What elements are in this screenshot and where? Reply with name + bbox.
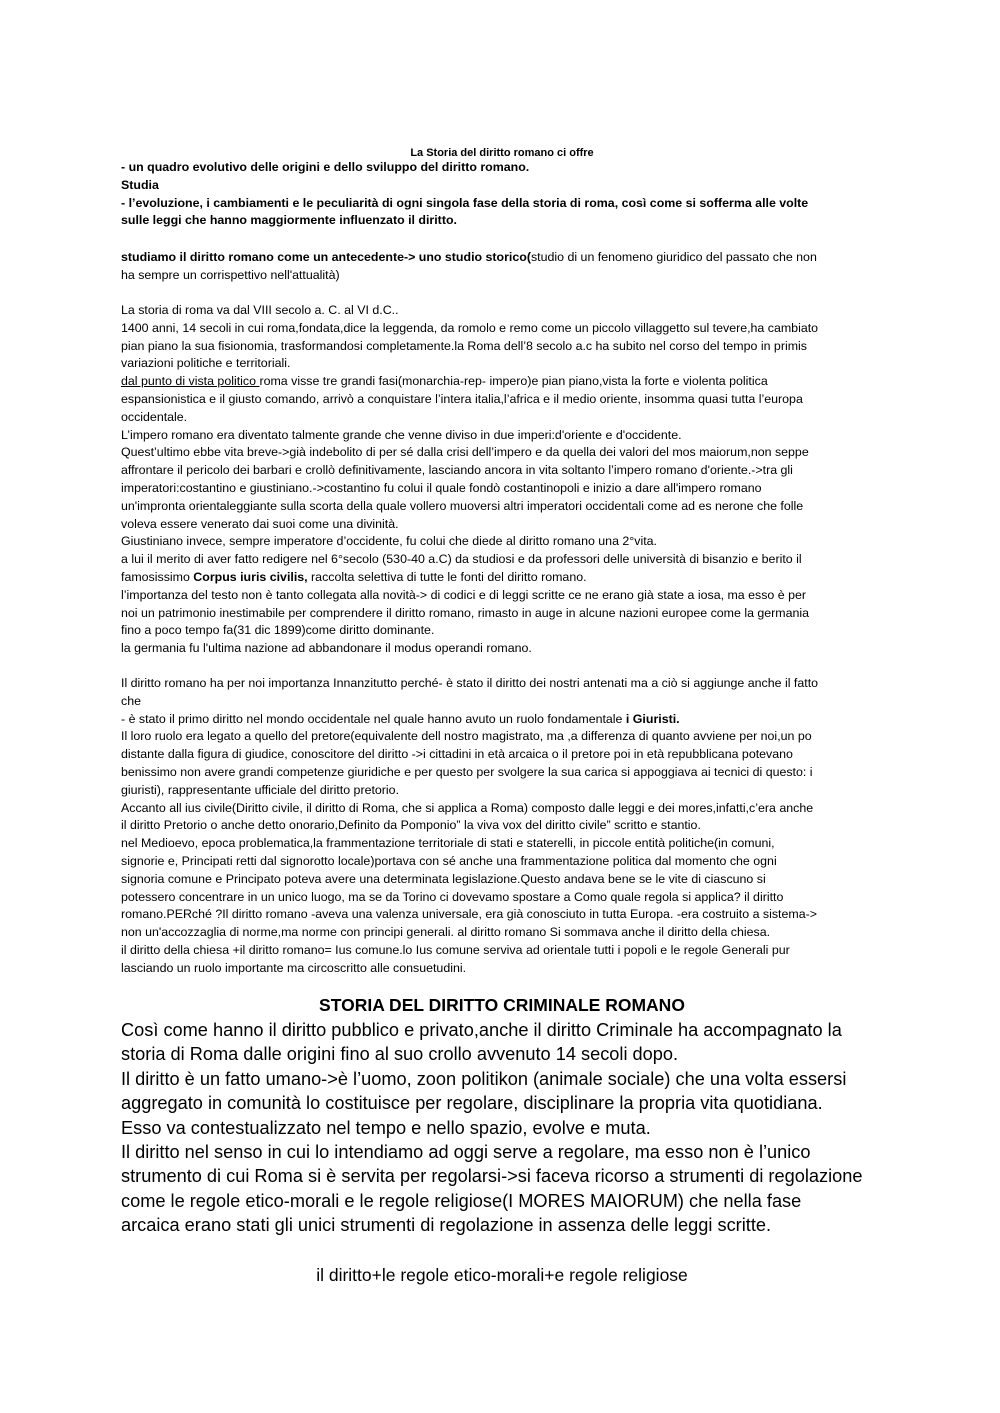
text-line: Il diritto romano ha per noi importanza Innanzitutto perché- è stato il diritto dei nostri antenati ma a ciò si aggiunge anche il fatto: [121, 676, 819, 690]
text-line: storia di Roma dalle origini fino al suo crollo avvenuto 14 secoli dopo.: [121, 1044, 679, 1065]
bold-text: Corpus iuris civilis,: [193, 569, 308, 584]
text-line: imperatori:costantino e giustiniano.->costantino fu colui il quale fondò costantinopoli e inizio a dare all'impero romano: [121, 480, 762, 495]
text-line: benissimo non avere grandi competenze giuridiche e per questo per svolgere la sua carica si appoggiava ai tecnici di questo: i: [121, 764, 813, 779]
text-line: sulle leggi che hanno maggiormente influenzato il diritto.: [121, 213, 457, 228]
text-line: [121, 373, 883, 391]
section-heading: STORIA DEL DIRITTO CRIMINALE ROMANO: [319, 995, 685, 1015]
text-line: l’importanza del testo non è tanto collegata alla novità-> di codici e di leggi scritte ce ne erano già state a iosa, ma esso è per: [121, 587, 806, 602]
text-line: potessero concentrare in un unico luogo, ma se da Torino ci dovevamo spostare a Como quale regola si applica? il diritto: [121, 889, 784, 904]
text-line: che: [121, 693, 141, 708]
intro-block: [121, 159, 883, 230]
text-span: - è stato il primo diritto nel mondo occidentale nel quale hanno avuto un ruolo fondamentale: [121, 711, 626, 726]
text-line: voleva essere venerato dai suoi come una divinità.: [121, 516, 399, 531]
text-line: signorie e, Principati retti dal signorotto locale)portava con sé anche una frammentazione politica dal momento che ogni: [121, 853, 777, 868]
criminale-paragraph: [121, 1018, 891, 1238]
text-line: pian piano la sua fisionomia, trasformandosi completamente.la Roma dell’8 secolo a.c ha subito nel corso del tempo in primis: [121, 338, 807, 353]
text-line: Quest’ultimo ebbe vita breve->già indebolito di per sé dalla crisi dell’impero e da quella dei valori del mos maiorum,non seppe: [121, 445, 809, 460]
formula-line: il diritto+le regole etico-morali+e regole religiose: [316, 1265, 688, 1285]
text-span: studio di un fenomeno giuridico del passato che non: [530, 250, 817, 264]
text-line: fino a poco tempo fa(31 dic 1899)come diritto dominante.: [121, 623, 435, 638]
text-line: arcaica erano stati gli unici strumenti di regolazione in assenza delle leggi scritte.: [121, 1215, 772, 1236]
text-line: Accanto all ius civile(Diritto civile, il diritto di Roma, che si applica a Roma) composto dalle leggi e dei mores,infatti,c’era anche: [121, 800, 814, 815]
text-line: 1400 anni, 14 secoli in cui roma,fondata,dice la leggenda, da romolo e remo come un piccolo villaggetto sul tevere,ha cambiato: [121, 320, 819, 335]
document-title: La Storia del diritto romano ci offre: [410, 147, 594, 159]
storia-paragraph: [121, 302, 883, 658]
text-span: famosissimo: [121, 569, 194, 584]
text-line: affrontare il pericolo dei barbari e crollò definitivamente, lasciando ancora in vita soltanto l’impero romano d'oriente.->tra gli: [121, 463, 793, 478]
text-line: la germania fu l'ultima nazione ad abbandonare il modus operandi romano.: [121, 641, 532, 656]
text-line: espansionistica e il giusto comando, arrivò a conquistare l’intera italia,l’africa e il medio oriente, insomma quasi tutta l’europa: [121, 391, 803, 406]
text-line: noi un patrimonio inestimabile per comprendere il diritto romano, rimasto in auge in alcune nazioni europee come la germania: [121, 605, 810, 620]
text-line: il diritto Pretorio o anche detto onorario,Definito da Pomponio” la viva vox del diritto civile” scritto e stantio.: [121, 818, 701, 833]
text-line: [121, 249, 883, 267]
studio-paragraph: [121, 249, 883, 285]
text-line: [121, 711, 883, 729]
text-span: roma visse tre grandi fasi(monarchia-rep- impero)e pian piano,vista la forte e violenta politica: [259, 374, 768, 389]
text-line: [121, 569, 883, 587]
text-line: il diritto della chiesa +il diritto romano= Ius comune.lo Ius comune serviva ad orientale tutti i popoli e le regole Generali pur: [121, 942, 790, 957]
text-line: - l’evoluzione, i cambiamenti e le peculiarità di ogni singola fase della storia di roma, così come si sofferma alle volte: [121, 195, 809, 210]
text-line: occidentale.: [121, 409, 188, 424]
text-line: Esso va contestualizzato nel tempo e nello spazio, evolve e muta.: [121, 1117, 651, 1138]
text-line: nel Medioevo, epoca problematica,la frammentazione territoriale di stati e staterelli, in piccole entità politiche(in comuni,: [121, 836, 775, 851]
text-line: aggregato in comunità lo costituisce per regolare, disciplinare la propria vita quotidiana.: [121, 1093, 823, 1114]
importanza-paragraph: [121, 675, 883, 978]
text-line: a lui il merito di aver fatto redigere nel 6°secolo (530-40 a.C) da studiosi e da professori delle università di bisanzio e berito il: [121, 552, 802, 567]
text-line: variazioni politiche e territoriali.: [121, 356, 291, 371]
text-line: L’impero romano era diventato talmente grande che venne diviso in due imperi:d'oriente e d'occidente.: [121, 427, 682, 442]
text-line: giuristi), rappresentante ufficiale del diritto pretorio.: [121, 782, 400, 797]
text-line: Studia: [121, 177, 159, 192]
text-span: raccolta selettiva di tutte le fonti del diritto romano.: [307, 569, 587, 584]
text-line: signoria comune e Principato poteva avere una determinata legislazione.Questo andava bene se le vite di ciascuno si: [121, 871, 766, 886]
bold-text: i Giuristi.: [625, 711, 680, 726]
text-line: strumento di cui Roma si è servita per regolarsi->si faceva ricorso a strumenti di regolazione: [121, 1166, 863, 1187]
text-line: Il diritto nel senso in cui lo intendiamo ad oggi serve a regolare, ma esso non è l’unico: [121, 1141, 811, 1162]
text-line: ha sempre un corrispettivo nell'attualità): [121, 267, 340, 282]
text-line: un'impronta orientaleggiante sulla scorta della quale vollero muoversi altri imperatori occidentali come ad es nerone che folle: [121, 498, 804, 513]
text-line: La storia di roma va dal VIII secolo a. C. al VI d.C..: [121, 303, 399, 317]
text-line: Giustiniano invece, sempre imperatore d’occidente, fu colui che diede al diritto romano una 2°vita.: [121, 534, 657, 549]
text-line: Il diritto è un fatto umano->è l’uomo, zoon politikon (animale sociale) che una volta essersi: [121, 1068, 847, 1089]
text-line: - un quadro evolutivo delle origini e dello sviluppo del diritto romano.: [121, 160, 530, 174]
underlined-text: dal punto di vista politico: [121, 374, 260, 389]
text-line: non un'accozzaglia di norme,ma norme con principi generali. al diritto romano Si sommava anche il diritto della chiesa.: [121, 925, 771, 940]
text-line: come le regole etico-morali e le regole religiose(I MORES MAIORUM) che nella fase: [121, 1190, 802, 1211]
text-line: Il loro ruolo era legato a quello del pretore(equivalente dell nostro magistrato, ma ,a differenza di quanto avviene per noi,un po: [121, 729, 812, 744]
text-line: Così come hanno il diritto pubblico e privato,anche il diritto Criminale ha accompagnato la: [121, 1020, 842, 1040]
text-line: romano.PERché ?Il diritto romano -aveva una valenza universale, era già conosciuto in tutta Europa. -era costruito a sistema->: [121, 907, 817, 922]
text-line: lasciando un ruolo importante ma circoscritto alle consuetudini.: [121, 960, 467, 975]
bold-text: studiamo il diritto romano come un antecedente-> uno studio storico(: [121, 250, 531, 264]
text-line: distante dalla figura di giudice, conoscitore del diritto ->i cittadini in età arcaica o il pretore poi in età repubblicana potevano: [121, 747, 793, 762]
